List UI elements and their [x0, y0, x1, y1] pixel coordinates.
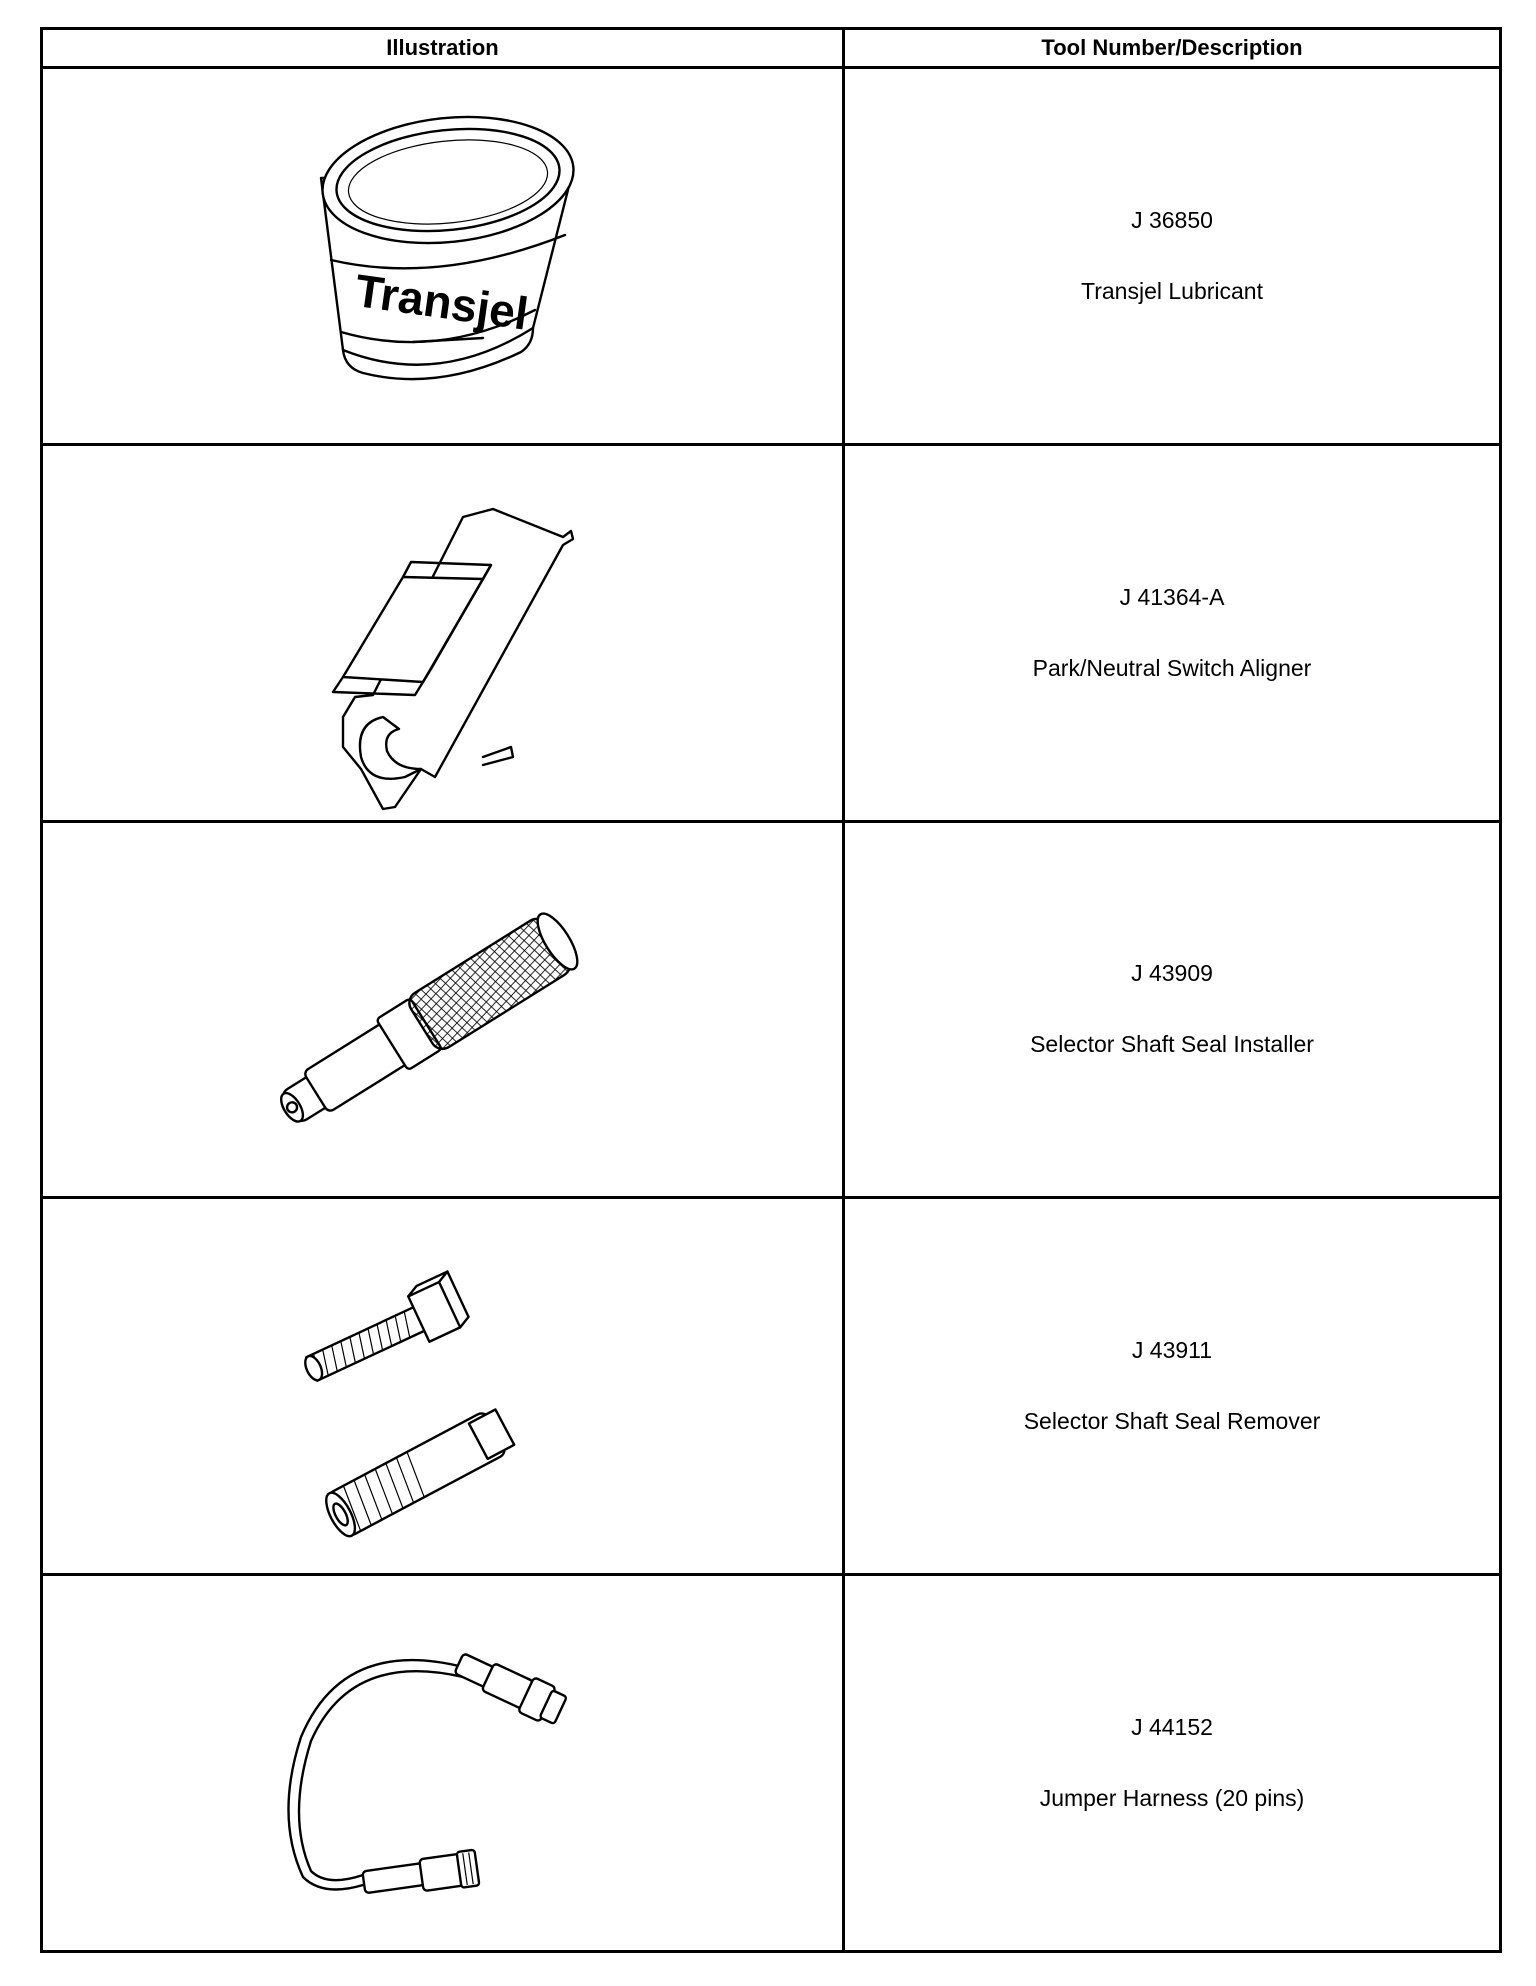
tool-number: J 41364-A [1119, 583, 1225, 610]
table-header-row [42, 29, 1501, 68]
selector-shaft-seal-installer-icon [43, 823, 844, 1195]
table-row [42, 444, 1501, 821]
tool-number: J 36850 [1131, 206, 1213, 233]
description-cell [844, 68, 1501, 445]
illustration-cell [42, 821, 844, 1198]
table-row [42, 821, 1501, 1198]
table-row [42, 68, 1501, 445]
tool-description: Jumper Harness (20 pins) [1039, 1785, 1305, 1812]
park-neutral-switch-aligner-icon [43, 447, 844, 819]
illustration-cell [42, 444, 844, 821]
jumper-harness-icon [43, 1577, 844, 1949]
tool-description: Selector Shaft Seal Installer [1030, 1031, 1314, 1058]
tool-description: Selector Shaft Seal Remover [1023, 1408, 1321, 1435]
transjel-lubricant-tub-icon [43, 70, 844, 442]
selector-shaft-seal-remover-icon [43, 1200, 844, 1572]
tool-description: Park/Neutral Switch Aligner [1032, 654, 1312, 681]
tool-number: J 44152 [1131, 1714, 1213, 1741]
table-row [42, 1198, 1501, 1575]
illustration-cell [42, 1575, 844, 1952]
table-row [42, 1575, 1501, 1952]
tub-label: Transjel [351, 263, 532, 340]
special-tools-table [40, 27, 1502, 1953]
column-header-illustration: Illustration [42, 29, 844, 68]
description-cell [844, 821, 1501, 1198]
tool-number: J 43911 [1131, 1337, 1213, 1364]
description-cell [844, 444, 1501, 821]
tool-description: Transjel Lubricant [1081, 277, 1263, 304]
illustration-cell [42, 68, 844, 445]
tool-number: J 43909 [1131, 960, 1213, 987]
description-cell [844, 1575, 1501, 1952]
column-header-tool: Tool Number/Description [844, 29, 1501, 68]
description-cell [844, 1198, 1501, 1575]
illustration-cell [42, 1198, 844, 1575]
